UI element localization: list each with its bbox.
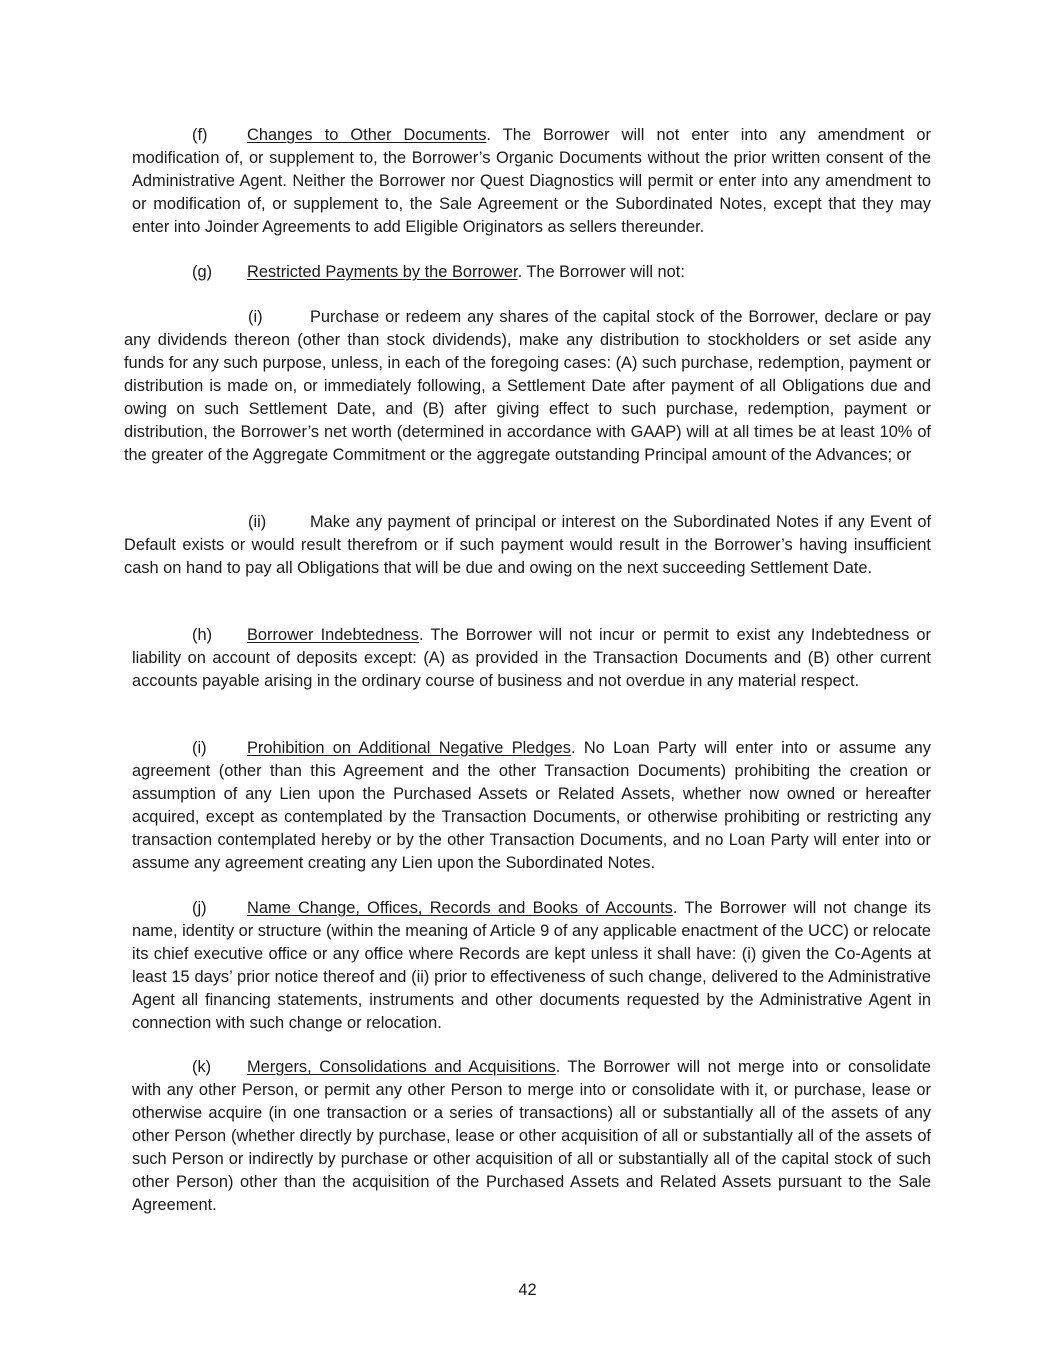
section-k (132, 1056, 931, 1217)
section-f (132, 124, 931, 239)
section-i-body: . No Loan Party will enter into or assume any agreement (other than this Agreement and the other Transaction Documents) prohibiting the creation or assumption of any Lien upon the Purchased Assets or Related Assets, whether now owned or hereafter acquired, except as contemplated by the Transaction Documents, or otherwise prohibiting or restricting any transaction contemplated hereby or by the other Transaction Documents, and no Loan Party will enter into or assume any agreement creating any Lien upon the Subordinated Notes. (132, 739, 931, 872)
section-g (132, 261, 931, 284)
section-f-body: . The Borrower will not enter into any amendment or modification of, or supplement to, the Borrower’s Organic Documents without the prior written consent of the Administrative Agent. Neither the Borrower nor Quest Diagnostics will permit or enter into any amendment to or modification of, or supplement to, the Sale Agreement or the Subordinated Notes, except that they may enter into Joinder Agreements to add Eligible Originators as sellers thereunder. (132, 126, 931, 236)
section-j-marker: (j) (192, 899, 207, 917)
section-h-body: . The Borrower will not incur or permit to exist any Indebtedness or liability on account of deposits except: (A) as provided in the Transaction Documents and (B) other current accounts payable arising in the ordinary course of business and not overdue in any material respect. (132, 626, 931, 690)
section-g-ii-body: Make any payment of principal or interest on the Subordinated Notes if any Event of Default exists or would result therefrom or if such payment would result in the Borrower’s having insufficient cash on hand to pay all Obligations that will be due and owing on the next succeeding Settlement Date. (124, 513, 931, 577)
section-g-marker: (g) (192, 263, 213, 281)
section-g-i-marker: (i) (248, 308, 263, 326)
section-h (132, 624, 931, 693)
section-g-body: . The Borrower will not: (517, 263, 685, 281)
section-j-heading: Name Change, Offices, Records and Books of Accounts (247, 899, 673, 917)
section-h-heading: Borrower Indebtedness (247, 626, 419, 644)
section-k-body: . The Borrower will not merge into or consolidate with any other Person, or permit any other Person to merge into or consolidate with it, or purchase, lease or otherwise acquire (in one transaction or a series of transactions) all or substantially all of the assets of any other Person (whether directly by purchase, lease or other acquisition of all or substantially all of the assets of such Person or indirectly by purchase or other acquisition of all or substantially all of the capital stock of such other Person) other than the acquisition of the Purchased Assets and Related Assets pursuant to the Sale Agreement. (132, 1058, 931, 1214)
section-g-ii-marker: (ii) (248, 513, 267, 531)
section-k-marker: (k) (192, 1058, 212, 1076)
section-g-i-body: Purchase or redeem any shares of the capital stock of the Borrower, declare or pay any dividends thereon (other than stock dividends), make any distribution to stockholders or set aside any funds for any such purpose, unless, in each of the foregoing cases: (A) such purchase, redemption, payment or distribution is made on, or immediately following, a Settlement Date after payment of all Obligations due and owing on such Settlement Date, and (B) after giving effect to such purchase, redemption, payment or distribution, the Borrower’s net worth (determined in accordance with GAAP) will at all times be at least 10% of the greater of the Aggregate Commitment or the aggregate outstanding Principal amount of the Advances; or (124, 308, 931, 464)
section-i-heading: Prohibition on Additional Negative Pledges (247, 739, 571, 757)
section-g-heading: Restricted Payments by the Borrower (247, 263, 518, 281)
section-f-marker: (f) (192, 126, 208, 144)
section-j-body: . The Borrower will not change its name, identity or structure (within the meaning of Article 9 of any applicable enactment of the UCC) or relocate its chief executive office or any office where Records are kept unless it shall have: (i) given the Co-Agents at least 15 days’ prior notice thereof and (ii) prior to effectiveness of such change, delivered to the Administrative Agent all financing statements, instruments and other documents requested by the Administrative Agent in connection with such change or relocation. (132, 899, 931, 1032)
section-g-i (124, 306, 931, 467)
section-j (132, 897, 931, 1035)
page-number: 42 (518, 1281, 537, 1299)
section-i-marker: (i) (192, 739, 207, 757)
section-h-marker: (h) (192, 626, 213, 644)
section-i (132, 737, 931, 875)
section-g-ii (124, 511, 931, 580)
section-f-heading: Changes to Other Documents (247, 126, 487, 144)
section-k-heading: Mergers, Consolidations and Acquisitions (247, 1058, 556, 1076)
